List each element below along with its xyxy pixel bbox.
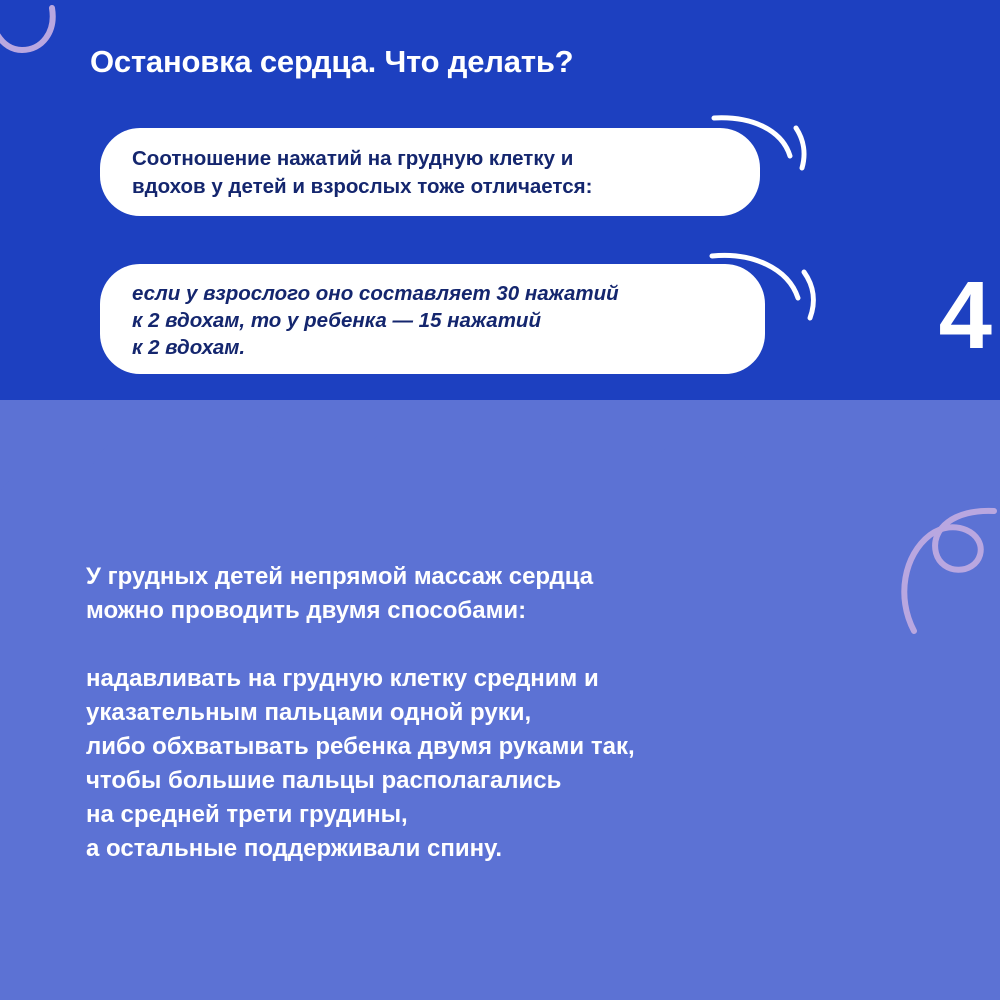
callout-line: к 2 вдохам. — [132, 336, 246, 359]
text-line: на средней трети грудины, — [86, 801, 408, 828]
callout-ratio-intro — [100, 128, 760, 216]
text-line: указательным пальцами одной руки, — [86, 699, 532, 726]
callout-line: к 2 вдохам, то у ребенка — 15 нажатий — [132, 309, 541, 332]
paragraph-spacer — [86, 628, 916, 662]
lower-detail-paragraph — [86, 662, 916, 866]
cloud-divider-shape — [0, 395, 1000, 525]
step-number: 4 — [938, 262, 992, 369]
callout-ratio-values — [100, 264, 765, 374]
text-line: а остальные поддерживали спину. — [86, 835, 503, 862]
squiggle-decoration-icon — [0, 0, 76, 64]
callout-line: если у взрослого оно составляет 30 нажатий — [132, 282, 619, 305]
callout-line: Соотношение нажатий на грудную клетку и — [132, 147, 574, 170]
lower-intro-paragraph — [86, 560, 916, 628]
callout-line: вдохов у детей и взрослых тоже отличается: — [132, 175, 593, 198]
lower-text-block — [86, 560, 916, 866]
text-line: либо обхватывать ребенка двумя руками так, — [86, 733, 635, 760]
text-line: можно проводить двумя способами: — [86, 597, 527, 624]
text-line: надавливать на грудную клетку средним и — [86, 665, 599, 692]
page-title: Остановка сердца. Что делать? — [90, 44, 574, 79]
text-line: У грудных детей непрямой массаж сердца — [86, 563, 594, 590]
text-line: чтобы большие пальцы располагались — [86, 767, 562, 794]
